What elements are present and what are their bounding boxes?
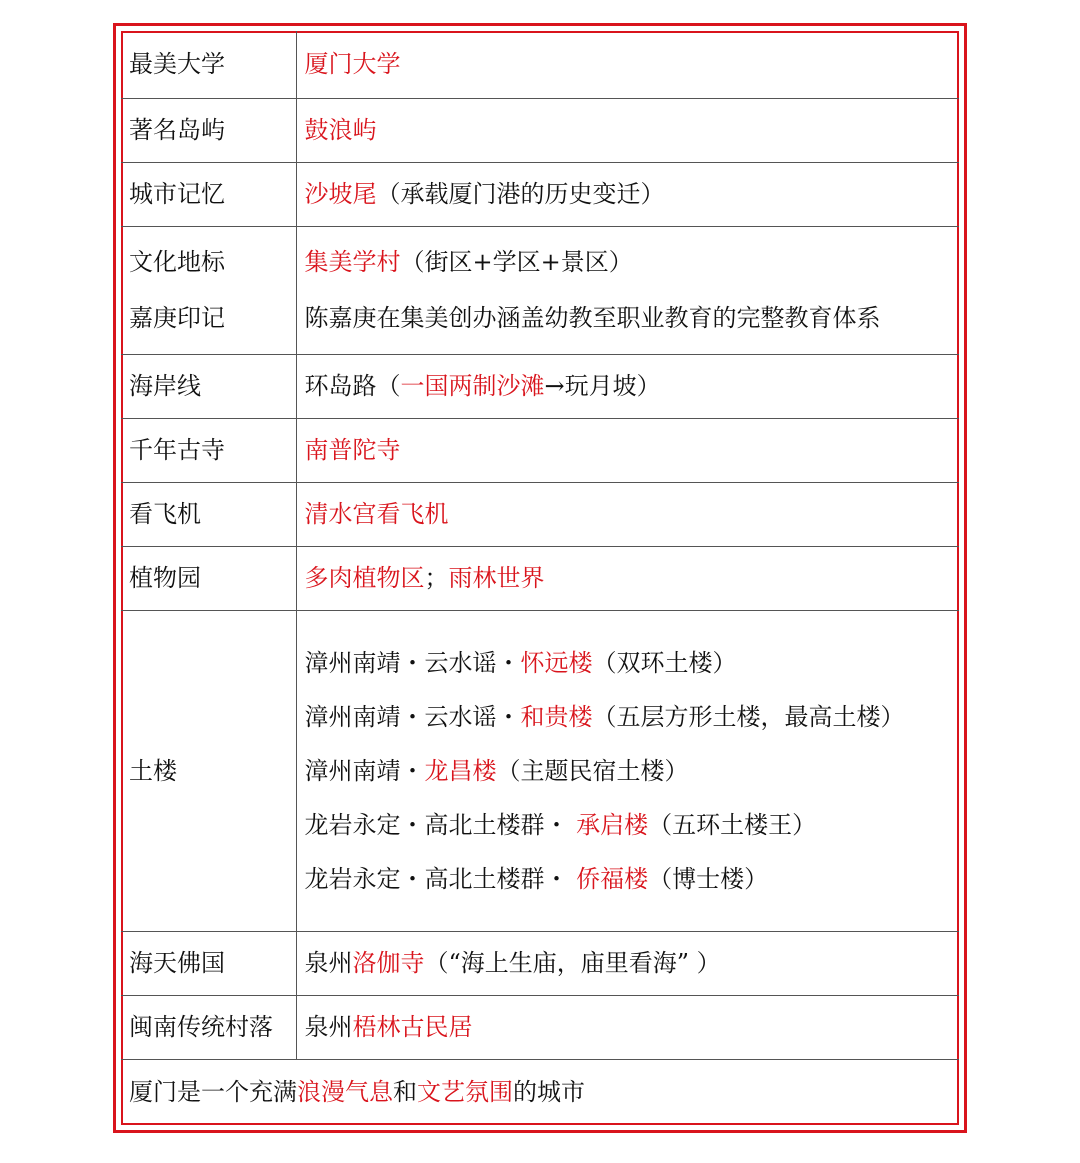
row-value: 沙坡尾（承载厦门港的历史变迁）: [296, 162, 959, 226]
row-key: 文化地标 嘉庚印记: [121, 226, 296, 354]
row-value: 漳州南靖・云水谣・怀远楼（双环土楼） 漳州南靖・云水谣・和贵楼（五层方形土楼，最高土楼） 漳州南靖・龙昌楼（主题民宿土楼） 龙岩永定・高北土楼群・ 承启楼（五环土楼王） 龙岩永定・高北土楼群・ 侨福楼（博士楼）: [296, 610, 959, 931]
row-value: 集美学村（街区+学区+景区） 陈嘉庚在集美创办涵盖幼教至职业教育的完整教育体系: [296, 226, 959, 354]
table-row: [121, 546, 959, 610]
row-key: 植物园: [121, 546, 296, 610]
row-value: 南普陀寺: [296, 418, 959, 482]
xiamen-attractions-table: [121, 31, 959, 1125]
row-value: 厦门大学: [296, 31, 959, 98]
row-key: 闽南传统村落: [121, 995, 296, 1059]
footer-summary: 厦门是一个充满浪漫气息和文艺氛围的城市: [121, 1059, 959, 1125]
row-value: 环岛路（一国两制沙滩→玩月坡）: [296, 354, 959, 418]
row-value: 泉州梧林古民居: [296, 995, 959, 1059]
table-row: [121, 31, 959, 98]
table-row: [121, 995, 959, 1059]
table-row: [121, 418, 959, 482]
table-row: [121, 354, 959, 418]
table-row: [121, 931, 959, 995]
row-key: 海天佛国: [121, 931, 296, 995]
row-key: 海岸线: [121, 354, 296, 418]
table-row: [121, 162, 959, 226]
row-key: 城市记忆: [121, 162, 296, 226]
row-value: 泉州洛伽寺（“海上生庙，庙里看海” ）: [296, 931, 959, 995]
table-row: [121, 482, 959, 546]
table-row: [121, 1059, 959, 1125]
row-key: 著名岛屿: [121, 98, 296, 162]
row-value: 清水宫看飞机: [296, 482, 959, 546]
row-key: 千年古寺: [121, 418, 296, 482]
row-key: 土楼: [121, 610, 296, 931]
row-key: 最美大学: [121, 31, 296, 98]
table-row: [121, 98, 959, 162]
row-key: 看飞机: [121, 482, 296, 546]
row-value: 鼓浪屿: [296, 98, 959, 162]
row-value: 多肉植物区；雨林世界: [296, 546, 959, 610]
table-row: [121, 610, 959, 931]
table-row: [121, 226, 959, 354]
